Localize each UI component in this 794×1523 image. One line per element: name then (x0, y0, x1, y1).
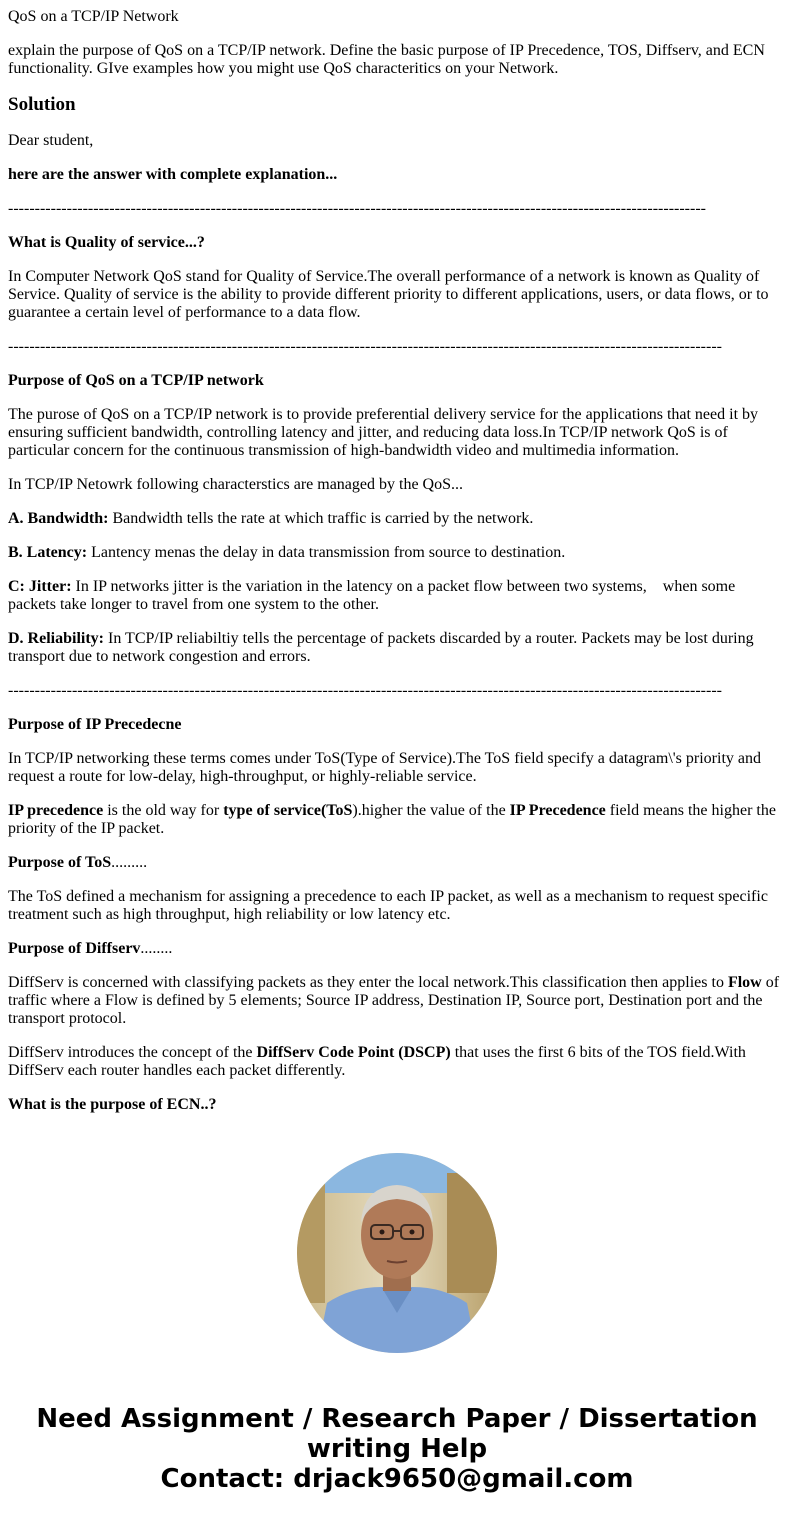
promo-contact: Contact: drjack9650@gmail.com (160, 1464, 634, 1494)
list-item-bandwidth: A. Bandwidth: Bandwidth tells the rate at which traffic is carried by the network. (8, 510, 534, 527)
list-item-jitter: C: Jitter: In IP networks jitter is the variation in the latency on a packet flow between two systems, when some packets take longer to travel from one system to the other. (8, 578, 736, 613)
document-body (8, 8, 786, 1130)
intro-text: here are the answer with complete explanation... (8, 166, 338, 183)
promo-line: Need Assignment / Research Paper / Dissertation (36, 1404, 758, 1434)
list-item-latency: B. Latency: Lantency menas the delay in data transmission from source to destination. (8, 544, 566, 561)
solution-heading: Solution (8, 94, 76, 115)
divider: -------------------------------------------------------------------------------------------------------------------------------------- (8, 682, 722, 699)
section-heading-ip-precedence: Purpose of IP Precedecne (8, 716, 182, 733)
diffserv-body: DiffServ is concerned with classifying packets as they enter the local network.This classification then applies to Flow of traffic where a Flow is defined by 5 elements; Source IP address, Destination IP, Source port, Destination port and the transport protocol. (8, 974, 780, 1027)
ip-precedence-body: In TCP/IP networking these terms comes under ToS(Type of Service).The ToS field specify a datagram\'s priority and request a route for low-delay, high-throughput, or highly-reliable service. (8, 750, 761, 785)
section-heading-diffserv: Purpose of Diffserv........ (8, 940, 173, 957)
managed-intro: In TCP/IP Netowrk following characterstics are managed by the QoS... (8, 476, 463, 493)
section-heading-what-is-qos: What is Quality of service...? (8, 234, 205, 251)
diffserv-dscp: DiffServ introduces the concept of the DiffServ Code Point (DSCP) that uses the first 6 bits of the TOS field.With DiffServ each router handles each packet differently. (8, 1044, 746, 1079)
promo-banner (0, 1404, 794, 1494)
divider: ----------------------------------------------------------------------------------------------------------------------------------- (8, 200, 706, 217)
section-heading-purpose-qos: Purpose of QoS on a TCP/IP network (8, 372, 264, 389)
promo-line: writing Help (306, 1434, 488, 1464)
section-heading-tos: Purpose of ToS......... (8, 854, 148, 871)
avatar-portrait-icon (297, 1153, 497, 1353)
purpose-qos-body: The purose of QoS on a TCP/IP network is to provide preferential delivery service for the applications that need it by ensuring sufficient bandwidth, controlling latency and jitter, and reducing data loss.In TCP/IP network QoS is of particular concern for the continuous transmission of high-bandwidth video and multimedia information. (8, 406, 759, 459)
tos-body: The ToS defined a mechanism for assigning a precedence to each IP packet, as well as a mechanism to request specific treatment such as high throughput, high reliability or low latency etc. (8, 888, 768, 923)
ip-precedence-detail: IP precedence is the old way for type of service(ToS).higher the value of the IP Precedence field means the higher the priority of the IP packet. (8, 802, 776, 837)
list-item-reliability: D. Reliability: In TCP/IP reliabiltiy tells the percentage of packets discarded by a router. Packets may be lost during transport due to network congestion and errors. (8, 630, 754, 665)
section-heading-ecn: What is the purpose of ECN..? (8, 1096, 217, 1113)
divider: -------------------------------------------------------------------------------------------------------------------------------------- (8, 338, 722, 355)
what-is-qos-body: In Computer Network QoS stand for Quality of Service.The overall performance of a network is known as Quality of Service. Quality of service is the ability to provide different priority to different applications, users, or data flows, or to guarantee a certain level of performance to a data flow. (8, 268, 769, 321)
question-text: explain the purpose of QoS on a TCP/IP network. Define the basic purpose of IP Precedence, TOS, Diffserv, and ECN functionality. GIve examples how you might use QoS characteritics on your Network. (8, 42, 765, 77)
page-title: QoS on a TCP/IP Network (8, 8, 179, 25)
author-avatar (297, 1153, 497, 1353)
greeting: Dear student, (8, 132, 94, 149)
